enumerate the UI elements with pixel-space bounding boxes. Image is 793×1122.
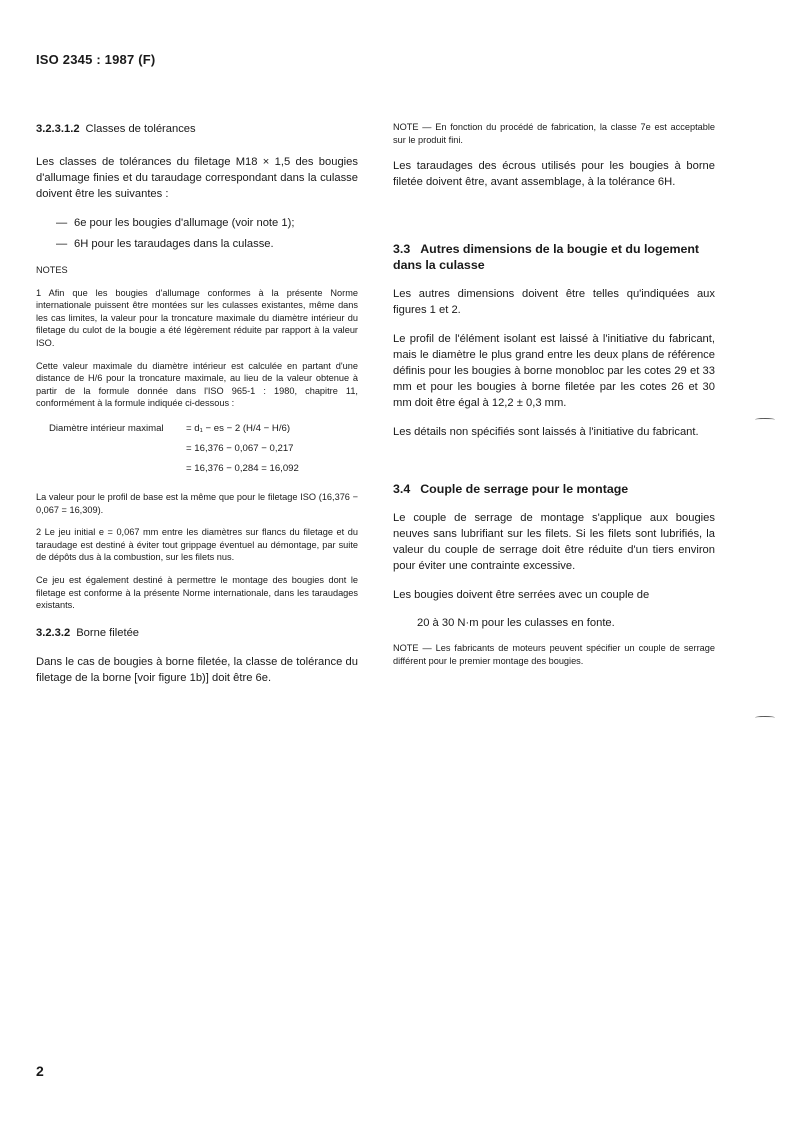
document-id: ISO 2345 : 1987 (F): [36, 52, 156, 67]
formula-row: [36, 419, 358, 439]
note-torque: NOTE — Les fabricants de moteurs peuvent spécifier un couple de serrage différent pour le premier montage des bougies.: [393, 643, 715, 666]
formula-row: [36, 459, 358, 479]
section-3-4-heading: [393, 481, 715, 497]
notes-title: NOTES: [36, 265, 68, 275]
section-3-2-3-2-heading: [36, 625, 358, 641]
note-1-paragraph: 1 Afin que les bougies d'allumage conformes à la présente Norme internationale puissent être montées sur les culasses existantes, même dans les cas limites, la valeur pour la troncature maximale du diamètre intérieur du filetage du culot de la bougie a été légèrement réduite par rapport à la valeur ISO.: [36, 287, 358, 348]
paragraph-3-3-a: Les autres dimensions doivent être telles qu'indiquées aux figures 1 et 2.: [393, 288, 715, 317]
formula-label: Diamètre intérieur maximal: [49, 423, 164, 435]
list-item-text: 6e pour les bougies d'allumage (voir note 1);: [74, 217, 295, 229]
formula-expression: = 16,376 − 0,067 − 0,217: [186, 443, 294, 455]
left-column: [36, 121, 358, 686]
note-1-paragraph-2: Cette valeur maximale du diamètre intérieur est calculée en partant d'une distance de H/6 pour la troncature maximale, au lieu de la valeur obtenue à partir de la formule donnée dans l'ISO 965-1 : 1980, chapitre 11, conformément à la formule indiquée ci-dessous :: [36, 360, 358, 409]
paragraph-tolerance-classes: Les classes de tolérances du filetage M18 × 1,5 des bougies d'allumage finies et du taraudage correspondant dans la culasse doivent être les suivantes :: [36, 156, 358, 200]
section-3-2-3-1-2-heading: [36, 121, 358, 137]
margin-mark: [755, 716, 775, 719]
section-number: 3.2.3.2: [36, 626, 71, 639]
list-item-text: 6H pour les taraudages dans la culasse.: [74, 238, 274, 250]
list-item: [36, 215, 358, 231]
list-item: [36, 236, 358, 252]
section-3-3-heading: [393, 241, 715, 273]
paragraph-3-4-a: Le couple de serrage de montage s'applique aux bougies neuves sans lubrifiant sur les filets. Si les filets sont lubrifiés, la valeur du couple de serrage doit être réduite d'un tiers environ pour éviter une contrainte excessive.: [393, 512, 715, 573]
paragraph-ecrous: Les taraudages des écrous utilisés pour les bougies à borne filetée doivent être, avant assemblage, à la tolérance 6H.: [393, 160, 715, 189]
section-title: Borne filetée: [76, 626, 140, 639]
formula-expression: = d₁ − es − 2 (H/4 − H/6): [186, 423, 291, 435]
paragraph-3-3-c: Les détails non spécifiés sont laissés à l'initiative du fabricant.: [393, 426, 699, 439]
note-1-paragraph-3: La valeur pour le profil de base est la même que pour le filetage ISO (16,376 − 0,067 = 16,309).: [36, 491, 358, 515]
section-number: 3.2.3.1.2: [36, 123, 80, 135]
formula-row: [36, 439, 358, 459]
paragraph-3-4-b: Les bougies doivent être serrées avec un couple de: [393, 589, 650, 602]
margin-mark: [755, 418, 775, 421]
paragraph-borne: Dans le cas de bougies à borne filetée, la classe de tolérance du filetage de la borne [voir figure 1b)] doit être 6e.: [36, 655, 358, 684]
note-2-paragraph: 2 Le jeu initial e = 0,067 mm entre les diamètres sur flancs du filetage et du taraudage est destiné à éviter tout grippage éventuel au démontage, par suite de dépôts dus à la combustion, sur les filets nus.: [36, 527, 358, 563]
section-title: Classes de tolérances: [85, 123, 196, 135]
section-number: 3.4: [393, 482, 411, 497]
paragraph-3-3-b: Le profil de l'élément isolant est laissé à l'initiative du fabricant, mais le diamètre le plus grand entre les deux plans de référence définis pour les bougies à borne monobloc par les cotes 29 et 33 mm et pour les bougies à borne filetée par les cotes 26 et 30 mm doit être égal à 12,2 ± 0,3 mm.: [393, 333, 715, 410]
section-number: 3.3: [393, 242, 411, 257]
note-class-7e: NOTE — En fonction du procédé de fabrication, la classe 7e est acceptable sur le produit fini.: [393, 122, 715, 145]
right-column: [393, 121, 715, 667]
section-title: Autres dimensions de la bougie et du logement dans la culasse: [393, 242, 700, 273]
note-2-paragraph-2: Ce jeu est également destiné à permettre le montage des bougies dont le filetage est conforme à la présente Norme internationale, dans les taraudages existants.: [36, 574, 358, 611]
dash-bullet: —: [56, 217, 68, 229]
formula-expression: = 16,376 − 0,284 = 16,092: [186, 463, 299, 475]
paragraph-3-4-c: 20 à 30 N·m pour les culasses en fonte.: [417, 617, 615, 630]
section-title: Couple de serrage pour le montage: [420, 482, 629, 497]
dash-bullet: —: [56, 238, 68, 250]
formula-block: [36, 419, 358, 479]
page-number: 2: [36, 1063, 44, 1079]
